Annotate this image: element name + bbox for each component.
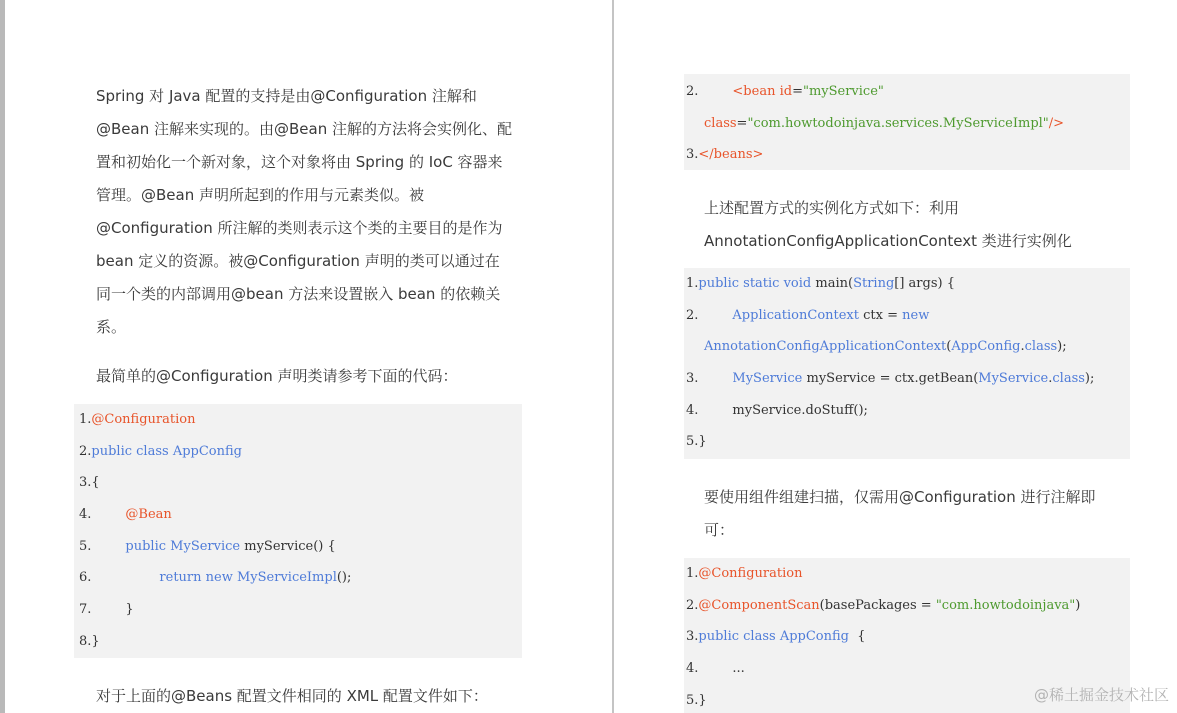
code-line: 5. public MyService myService() { <box>79 538 336 554</box>
code-line: 3. MyService myService = ctx.getBean(MyService.class); <box>686 371 1095 387</box>
code-line: 6. return new MyServiceImpl(); <box>79 570 352 586</box>
text-line: 最简单的@Configuration 声明类请参考下面的代码： <box>96 367 458 385</box>
text-line: 要使用组件组建扫描，仅需用@Configuration 进行注解即 <box>704 488 1096 506</box>
text-line: 置和初始化一个新对象，这个对象将由 Spring 的 IoC 容器来 <box>96 153 503 171</box>
text-line: @Bean 注解来实现的。由@Bean 注解的方法将会实例化、配 <box>96 120 512 138</box>
text-line: @Configuration 所注解的类则表示这个类的主要目的是作为 <box>96 219 503 237</box>
scan-paragraph <box>704 481 1096 547</box>
text-line: 上述配置方式的实例化方式如下：利用 <box>704 199 960 217</box>
code-line: 5.} <box>686 434 707 450</box>
code-line: 1.@Configuration <box>79 412 196 427</box>
xml-intro-paragraph <box>96 680 488 713</box>
code-line: 2.public class AppConfig <box>79 443 242 459</box>
code-line: 1.@Configuration <box>686 566 803 581</box>
code-line: 8.} <box>79 633 100 649</box>
code-line: 3.public class AppConfig { <box>686 629 866 645</box>
text-line: Spring 对 Java 配置的支持是由@Configuration 注解和 <box>96 87 477 105</box>
code-line: 3.{ <box>79 475 100 491</box>
code-line: 3.</beans> <box>686 147 764 163</box>
code-line: 2. ApplicationContext ctx = new <box>686 307 930 323</box>
text-line: 系。 <box>96 318 127 336</box>
main-code-block <box>684 268 1130 459</box>
text-line: 对于上面的@Beans 配置文件相同的 XML 配置文件如下： <box>96 687 488 705</box>
code-line: 4. ... <box>686 661 745 677</box>
left-page <box>5 0 612 713</box>
java-code-block <box>74 404 522 658</box>
instantiation-paragraph <box>704 192 1072 258</box>
code-line: 2. <bean id="myService" <box>686 84 884 99</box>
xml-code-block <box>684 74 1130 170</box>
code-intro-paragraph <box>96 360 458 393</box>
code-line: class="com.howtodoinjava.services.MyServiceImpl"/> <box>704 115 1065 131</box>
code-line: 4. myService.doStuff(); <box>686 402 868 418</box>
text-line: AnnotationConfigApplicationContext 类进行实例化 <box>704 232 1072 250</box>
code-line: 7. } <box>79 602 134 618</box>
code-line: 1.public static void main(String[] args) { <box>686 276 955 291</box>
text-line: 同一个类的内部调用@bean 方法来设置嵌入 bean 的依赖关 <box>96 285 501 303</box>
watermark: @稀土掘金技术社区 <box>1033 686 1169 704</box>
text-line: 管理。@Bean 声明所起到的作用与元素类似。被 <box>96 186 424 204</box>
text-line: bean 定义的资源。被@Configuration 声明的类可以通过在 <box>96 252 500 270</box>
right-page <box>614 0 1177 713</box>
code-line: 2.@ComponentScan(basePackages = "com.howtodoinjava") <box>686 597 1081 613</box>
code-line: 4. @Bean <box>79 507 172 523</box>
intro-paragraph <box>96 80 512 344</box>
code-line: AnnotationConfigApplicationContext(AppConfig.class); <box>704 339 1067 355</box>
code-line: 5.} <box>686 692 707 708</box>
text-line: 可： <box>704 521 735 539</box>
